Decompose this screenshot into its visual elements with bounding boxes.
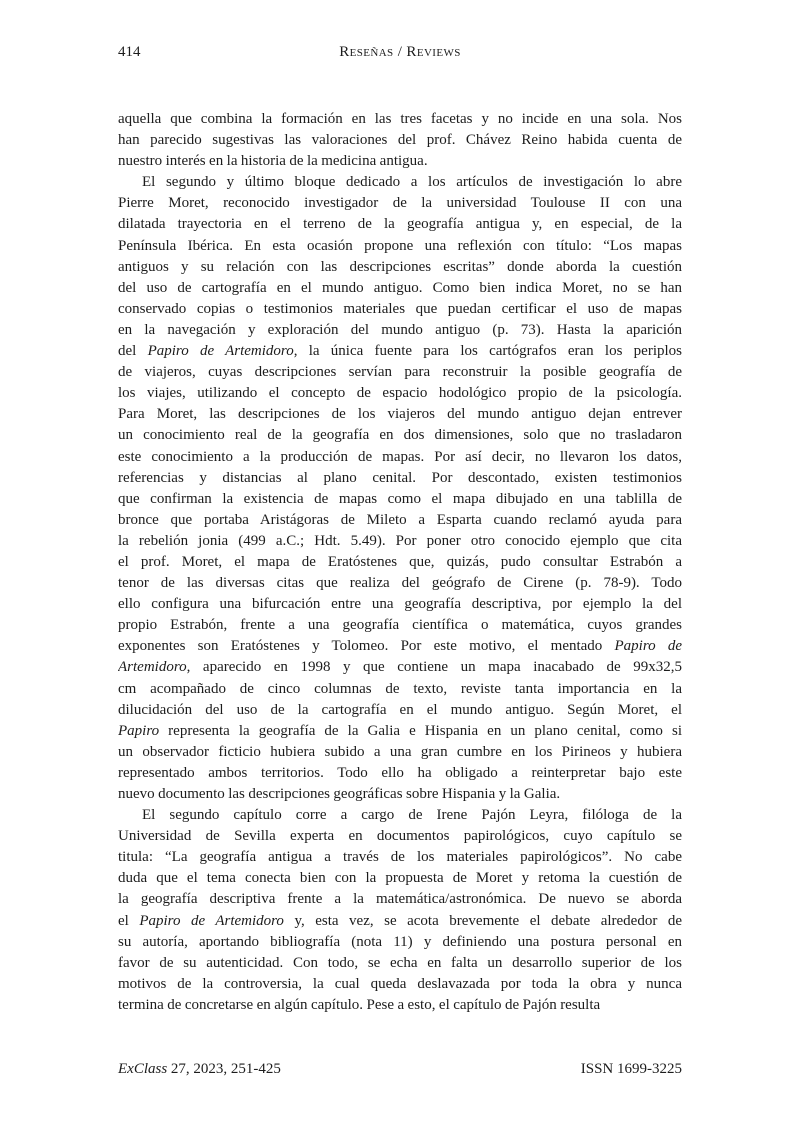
text-line: exponentes son Eratóstenes y Tolomeo. Por este motivo, el mentado Papiro de (118, 638, 682, 655)
text-line: representado ambos territorios. Todo ello ha obligado a reinterpretar bajo este (118, 764, 682, 781)
text-line: Pierre Moret, reconocido investigador de la universidad Toulouse II con una (118, 195, 682, 212)
text-line: un conocimiento real de la geografía en dos dimensiones, solo que no trasladaron (118, 427, 682, 444)
text-line: Para Moret, las descripciones de los viajeros del mundo antiguo dejan entrever (118, 406, 682, 423)
text-line: cm acompañado de cinco columnas de texto, reviste tanta importancia en la (118, 680, 682, 697)
text-line: termina de concretarse en algún capítulo. Pese a esto, el capítulo de Pajón resulta (118, 996, 601, 1013)
journal-name: ExClass (118, 1061, 168, 1077)
text-line: antiguos y su relación con las descripciones escritas” donde aborda la cuestión (118, 258, 682, 275)
text-line: del uso de cartografía en el mundo antiguo. Como bien indica Moret, no se han (118, 279, 682, 296)
text-line: duda que el tema conecta bien con la propuesta de Moret y retoma la cuestión de (118, 870, 682, 887)
text-line: la rebelión jonia (499 a.C.; Hdt. 5.49). Por poner otro conocido ejemplo que cita (118, 532, 682, 549)
citation-detail: 27, 2023, 251-425 (167, 1061, 281, 1077)
text-line: la geografía descriptiva frente a la matemática/astronómica. De nuevo se aborda (118, 891, 682, 908)
text-line: Universidad de Sevilla experta en documentos papirológicos, cuyo capítulo se (118, 828, 682, 845)
text-line: El segundo capítulo corre a cargo de Irene Pajón Leyra, filóloga de la (142, 807, 682, 824)
text-line: bronce que portaba Aristágoras de Mileto a Esparta cuando reclamó ayuda para (118, 511, 682, 528)
text-line: conservado copias o testimonios materiales que puedan certificar el uso de mapas (118, 300, 682, 317)
text-line: este conocimiento a la producción de mapas. Por así decir, no llevaron los datos, (118, 448, 682, 465)
text-line: el prof. Moret, el mapa de Eratóstenes que, quizás, pudo consultar Estrabón a (118, 553, 682, 570)
text-line: el Papiro de Artemidoro y, esta vez, se acota brevemente el debate alrededor de (118, 912, 682, 929)
text-line: que confirman la existencia de mapas como el mapa dibujado en una tablilla de (118, 490, 682, 507)
journal-citation (118, 1059, 281, 1080)
text-line: en la navegación y exploración del mundo antiguo (p. 73). Hasta la aparición (118, 321, 682, 338)
text-line: los viajes, utilizando el concepto de espacio hodológico propio de la psicología. (118, 385, 682, 402)
text-line: ello configura una bifurcación entre una geografía descriptiva, por ejemplo la del (118, 596, 682, 613)
text-line: aquella que combina la formación en las tres facetas y no incide en una sola. Nos (118, 111, 682, 127)
page-footer (118, 1059, 682, 1080)
text-line: propio Estrabón, frente a una geografía científica o matemática, cuyos grandes (118, 617, 682, 634)
page-header (118, 42, 682, 63)
text-line: titula: “La geografía antigua a través de los materiales papirológicos”. No cabe (118, 849, 682, 866)
text-line: dilucidación del uso de la cartografía en el mundo antiguo. Según Moret, el (118, 701, 682, 718)
text-line: un observador ficticio hubiera subido a una gran cumbre en los Pirineos y hubiera (118, 743, 682, 760)
text-line: su autoría, aportando bibliografía (nota 11) y definiendo una postura personal en (118, 933, 682, 950)
page-number: 414 (118, 44, 141, 60)
text-line: nuevo documento las descripciones geográficas sobre Hispania y la Galia. (118, 786, 561, 802)
text-line: referencias y distancias al plano cenital. Por descontado, existen testimonios (118, 469, 682, 486)
text-line: tenor de las diversas citas que realiza del geógrafo de Cirene (p. 78-9). Todo (118, 575, 682, 592)
text-line: Península Ibérica. En esta ocasión propone una reflexión con título: “Los mapas (118, 237, 682, 254)
text-line: favor de su autenticidad. Con todo, se echa en falta un desarrollo superior de los (118, 954, 682, 971)
body-text (118, 109, 682, 1016)
issn: ISSN 1699-3225 (580, 1061, 682, 1077)
text-line: dilatada trayectoria en el terreno de la geografía antigua y, en especial, de la (118, 216, 682, 233)
running-head: Reseñas / Reviews (339, 44, 461, 60)
text-line: de viajeros, cuyas descripciones servían para reconstruir la posible geografía de (118, 364, 682, 381)
text-line: nuestro interés en la historia de la medicina antigua. (118, 153, 428, 170)
text-line: motivos de la controversia, la cual queda deslavazada por toda la obra y nunca (118, 975, 682, 992)
text-line: Artemidoro, aparecido en 1998 y que contiene un mapa inacabado de 99x32,5 (118, 659, 682, 676)
text-line: El segundo y último bloque dedicado a los artículos de investigación lo abre (142, 174, 682, 191)
text-line: Papiro representa la geografía de la Galia e Hispania en un plano cenital, como si (118, 722, 682, 739)
text-line: han parecido sugestivas las valoraciones del prof. Chávez Reino habida cuenta de (118, 132, 682, 149)
text-line: del Papiro de Artemidoro, la única fuente para los cartógrafos eran los periplos (118, 343, 682, 360)
